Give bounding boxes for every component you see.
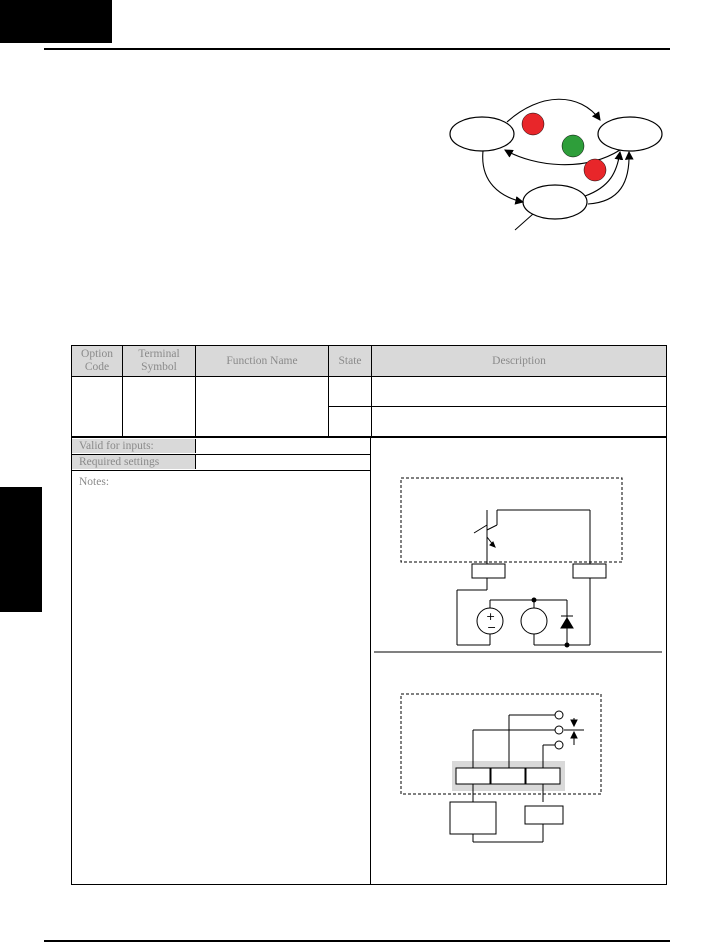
state-transition-diagram [445, 92, 670, 242]
col-state: State [329, 346, 372, 377]
green-light-icon [562, 135, 584, 157]
wiring-diagrams [372, 440, 667, 884]
cell-description-1 [372, 377, 667, 407]
required-settings-label: Required settings [72, 455, 195, 469]
state-node-left [450, 117, 514, 151]
footer-rule [44, 940, 670, 942]
cell-function-name [196, 377, 329, 437]
header-rule [44, 48, 670, 50]
function-table [71, 345, 667, 437]
cell-terminal-symbol [123, 377, 196, 437]
junction-dot [565, 643, 570, 648]
col-option-code: Option Code [72, 346, 123, 377]
required-settings-value [195, 455, 370, 469]
cell-option-code [72, 377, 123, 437]
wiring-diagram-text [486, 610, 496, 634]
svg-text:+: + [486, 610, 496, 623]
panel-divider [370, 438, 371, 884]
junction-dot [532, 598, 537, 603]
input-wiring-diagram [401, 478, 622, 645]
notes-label: Notes: [79, 476, 110, 488]
output-wiring-diagram [401, 694, 601, 842]
row-divider [72, 470, 370, 471]
col-function-name: Function Name [196, 346, 329, 377]
svg-text:−: − [487, 621, 497, 634]
section-side-tab [0, 487, 42, 612]
valid-for-inputs-value [195, 439, 370, 453]
cell-state-2 [329, 407, 372, 437]
cell-state-1 [329, 377, 372, 407]
header-block [0, 0, 112, 43]
valid-for-inputs-label: Valid for inputs: [72, 439, 195, 453]
red-light-icon [584, 159, 606, 181]
red-light-icon [522, 113, 544, 135]
col-terminal-symbol: Terminal Symbol [123, 346, 196, 377]
col-description: Description [372, 346, 667, 377]
state-node-right [598, 117, 662, 151]
cell-description-2 [372, 407, 667, 437]
